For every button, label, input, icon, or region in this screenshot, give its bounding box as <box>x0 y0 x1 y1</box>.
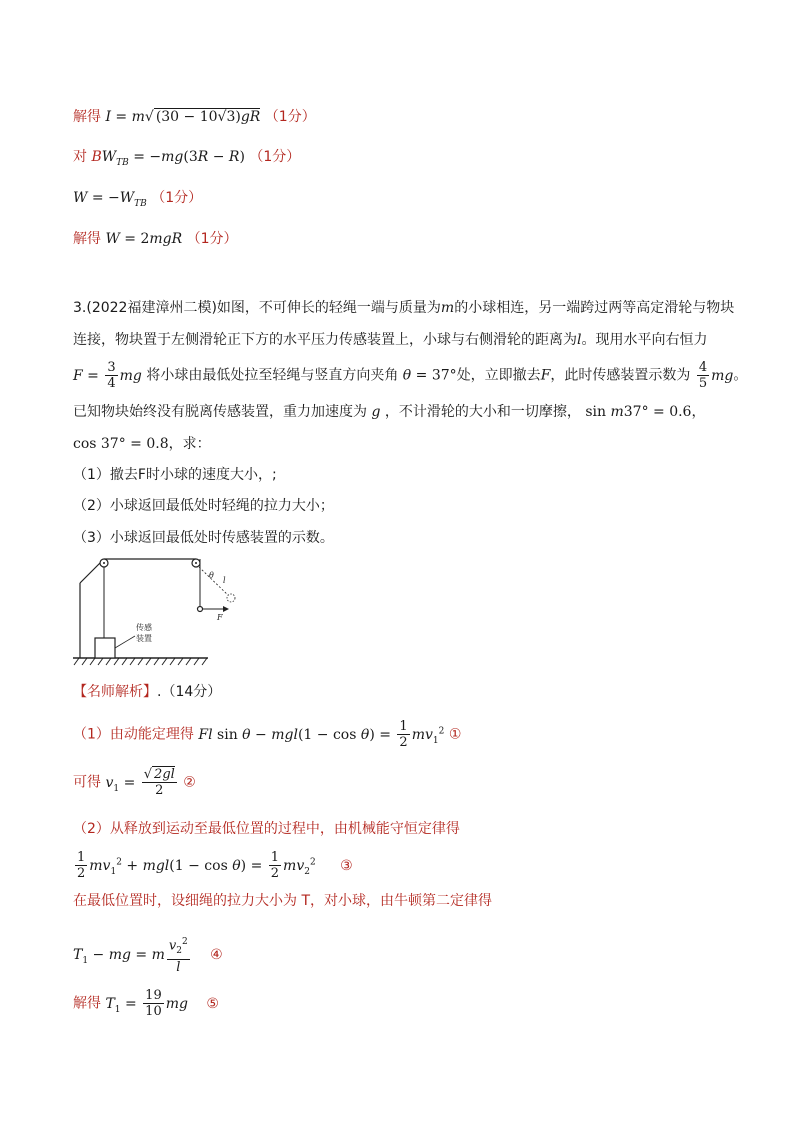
work-formula: $W_{TB} = -mg(3R - R)$ <box>101 149 245 168</box>
cos-formula: cos 37° = 0.8 <box>73 436 169 452</box>
prev-line-3 <box>73 188 202 214</box>
prev-line-4-score: （1分） <box>186 231 238 247</box>
prev-line-1 <box>73 107 316 127</box>
problem-line-4: 已知物块始终没有脱离传感装置，重力加速度为 g ，不计滑轮的大小和一切摩擦， sin m37° = 0.6， <box>73 404 706 420</box>
prev-line-3-score: （1分） <box>151 190 203 206</box>
sensor-reading-formula: $\frac{4}{5}$ mg <box>698 360 734 391</box>
problem-line-2 <box>73 330 707 350</box>
question-2: （2）小球返回最低处时轻绳的拉力大小； <box>73 498 334 514</box>
solution-header <box>73 682 221 702</box>
velocity-formula: $v_1$ = $\frac{√ 2gl}{2}$ <box>105 767 175 798</box>
energy-conservation-formula: $\frac{1}{2}$ $mv_1^2 + mgl(1 - \cos \theta)$ = $\frac{1}{2}$ $mv_2^2$ <box>77 850 316 881</box>
sensor-label-2: 装置 <box>136 634 152 643</box>
prev-line-2 <box>73 147 300 173</box>
force-formula: F = $\frac{3}{4}$ mg <box>73 360 142 391</box>
solution-step-5: 在最低位置时，设细绳的拉力大小为 T，对小球，由牛顿第二定律得 <box>73 893 493 909</box>
problem-text-3c: ，此时传感装置示数为 <box>550 367 691 384</box>
problem-text-4b: ，不计滑轮的大小和一切摩擦， <box>384 404 581 420</box>
problem-text-2b: 。现用水平向右恒力 <box>581 332 708 348</box>
problem-line-3: F = $\frac{3}{4}$ mg 将小球由最低处拉至轻绳与竖直方向夹角 θ = 37°处，立即撤去F，此时传感装置示数为 $\frac{4}{5}$ mg。 <box>73 360 748 391</box>
prev-line-1-prefix: 解得 <box>73 109 101 125</box>
length-label: l <box>223 576 226 585</box>
solution-step-6 <box>73 935 223 975</box>
tension-result: $T_1$ = $\frac{19}{10}$ mg <box>105 988 188 1019</box>
solution-step-2-prefix: 可得 <box>73 774 101 791</box>
problem-text-3a: 将小球由最低处拉至轻绳与竖直方向夹角 <box>146 367 399 384</box>
problem-var-F: F <box>540 367 551 384</box>
problem-var-g: g <box>371 404 381 420</box>
ball <box>198 607 203 612</box>
impulse-formula: I = m√ (30 − 10√3)gR <box>105 109 261 125</box>
problem-var-l: l <box>577 332 582 348</box>
sin-formula: sin m37° = 0.6 <box>585 404 692 420</box>
work-result: W = 2mgR <box>105 231 183 247</box>
prev-line-1-score: （1分） <box>264 109 316 125</box>
sensor-block <box>95 638 115 658</box>
prev-line-4-prefix: 解得 <box>73 231 101 247</box>
solution-step-1 <box>73 719 461 750</box>
problem-text-4a: 已知物块始终没有脱离传感装置，重力加速度为 <box>73 404 367 420</box>
problem-text-1b: 的小球相连，另一端跨过两等高定滑轮与物块 <box>454 300 735 316</box>
problem-text-5b: ，求： <box>168 436 211 452</box>
mark-5: ⑤ <box>206 995 219 1012</box>
sensor-label-1: 传感 <box>136 623 152 632</box>
theta-label: θ <box>209 571 214 580</box>
problem-text-3b: 处，立即撤去 <box>456 367 541 384</box>
prev-line-2-object: B <box>91 149 102 165</box>
question-3: （3）小球返回最低处时传感装置的示数。 <box>73 530 334 546</box>
mark-3: ③ <box>340 857 353 874</box>
problem-text-2a: 连接，物块置于左侧滑轮正下方的水平压力传感装置上，小球与右侧滑轮的距离为 <box>73 332 577 348</box>
angle-formula: θ = 37° <box>402 367 457 384</box>
solution-step-4 <box>73 850 353 881</box>
problem-text-1a: 3.(2022福建漳州二模)如图，不可伸长的轻绳一端与质量为 <box>73 300 441 316</box>
work-relation: $W = -W_{TB}$ <box>73 190 147 209</box>
mark-2: ② <box>183 774 196 791</box>
mark-1: ① <box>448 726 462 743</box>
mark-4: ④ <box>210 946 223 963</box>
prev-line-4 <box>73 229 238 249</box>
newton-formula: $T_1$ − mg = m $\frac{v_2^2}{l}$ <box>73 937 188 975</box>
pulley-diagram <box>73 553 226 671</box>
problem-line-1 <box>73 298 734 318</box>
problem-line-5 <box>73 434 211 454</box>
question-1: （1）撤去F时小球的速度大小，; <box>73 467 277 483</box>
prev-line-2-prefix: 对 <box>73 149 87 165</box>
solution-step-7-prefix: 解得 <box>73 995 101 1012</box>
force-label: F <box>217 613 223 622</box>
solution-step-1-prefix: （1）由动能定理得 <box>73 726 194 743</box>
solution-step-2 <box>73 767 196 798</box>
solution-step-7 <box>73 988 219 1019</box>
solution-step-3: （2）从释放到运动至最低位置的过程中，由机械能守恒定律得 <box>73 821 460 837</box>
solution-header-text: 【名师解析】 <box>73 684 157 700</box>
solution-score: .（14分） <box>157 684 222 700</box>
prev-line-2-score: （1分） <box>249 149 301 165</box>
energy-theorem-formula: Fl sin θ − mgl(1 − cos θ) = $\frac{1}{2}$ $mv_1^2$ <box>198 719 445 750</box>
problem-var-m: m <box>440 300 455 316</box>
